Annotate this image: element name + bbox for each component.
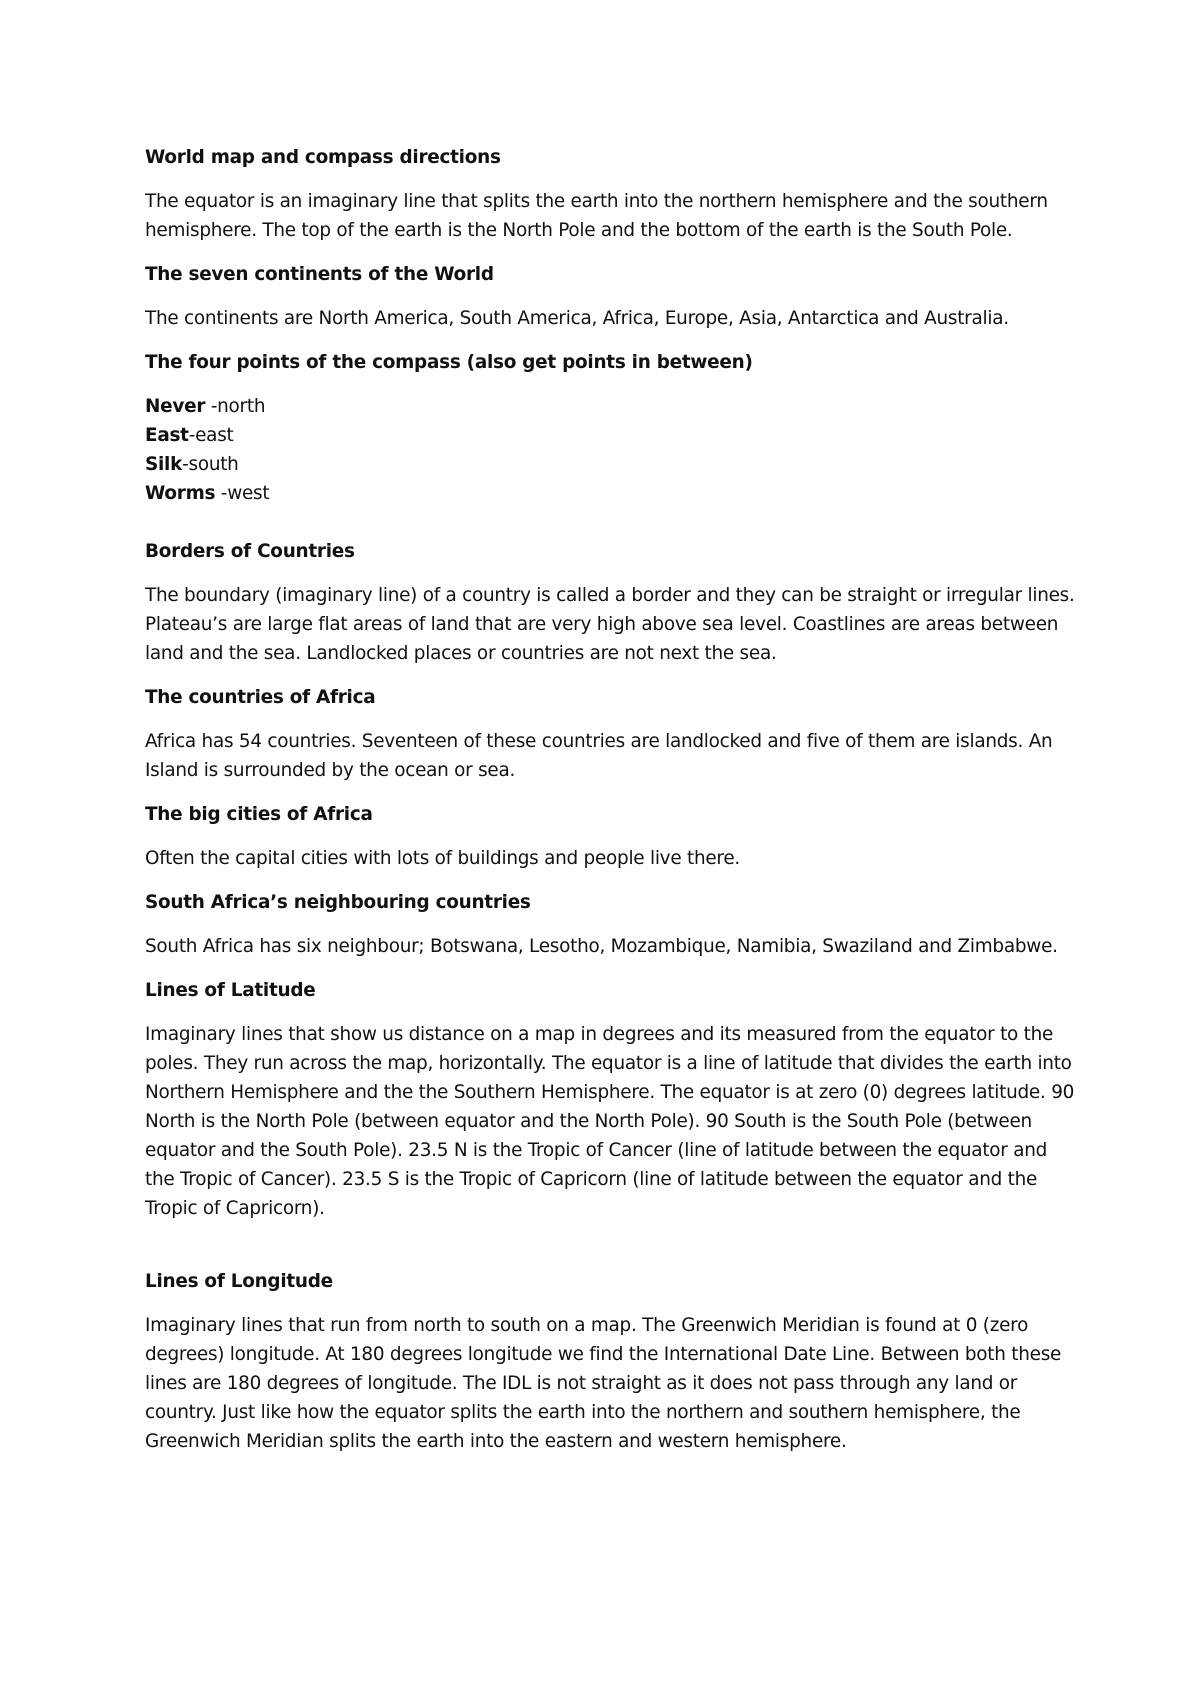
section-heading-big-cities: The big cities of Africa (145, 804, 373, 825)
section-text-borders: The boundary (imaginary line) of a country is called a border and they can be straight or irregular lines. Plateau’s are large flat areas of land that are very high above sea level. Coastlines are areas between land and the sea. Landlocked places or countries are not next the sea. (145, 585, 1075, 664)
direction-label: east (195, 425, 234, 446)
mnemonic-separator: - (188, 425, 196, 446)
compass-item-west (145, 479, 1075, 508)
section-text-world-map: The equator is an imaginary line that splits the earth into the northern hemisphere and the southern hemisphere. The top of the earth is the North Pole and the bottom of the earth is the South Pole. (145, 191, 1048, 241)
mnemonic-separator: - (215, 483, 228, 504)
mnemonic-separator: - (182, 454, 189, 475)
compass-mnemonic-list (145, 392, 1075, 508)
section-text-longitude: Imaginary lines that run from north to south on a map. The Greenwich Meridian is found at 0 (zero degrees) longitude. At 180 degrees longitude we find the International Date Line. Between both these lines are 180 degrees of longitude. The IDL is not straight as it does not pass through any land or country. Just like how the equator splits the earth into the northern and southern hemisphere, the Greenwich Meridian splits the earth into the eastern and western hemisphere. (145, 1315, 1062, 1452)
section-heading-africa-countries: The countries of Africa (145, 687, 376, 708)
mnemonic-word: Worms (145, 483, 216, 504)
section-heading-compass: The four points of the compass (also get points in between) (145, 352, 753, 373)
section-heading-longitude: Lines of Longitude (145, 1271, 333, 1292)
mnemonic-word: East (145, 425, 189, 446)
section-heading-world-map: World map and compass directions (145, 147, 501, 168)
section-heading-continents: The seven continents of the World (145, 264, 494, 285)
section-text-continents: The continents are North America, South America, Africa, Europe, Asia, Antarctica and Australia. (145, 308, 1009, 329)
compass-item-south (145, 450, 1075, 479)
direction-label: south (188, 454, 239, 475)
direction-label: west (227, 483, 270, 504)
section-heading-neighbours: South Africa’s neighbouring countries (145, 892, 531, 913)
section-text-neighbours: South Africa has six neighbour; Botswana, Lesotho, Mozambique, Namibia, Swaziland and Zimbabwe. (145, 936, 1058, 957)
mnemonic-word: Never (145, 396, 206, 417)
compass-item-east (145, 421, 1075, 450)
section-text-africa-countries: Africa has 54 countries. Seventeen of these countries are landlocked and five of them are islands. An Island is surrounded by the ocean or sea. (145, 731, 1053, 781)
mnemonic-separator: - (205, 396, 218, 417)
section-text-big-cities: Often the capital cities with lots of buildings and people live there. (145, 848, 740, 869)
section-heading-borders: Borders of Countries (145, 541, 355, 562)
mnemonic-word: Silk (145, 454, 183, 475)
compass-item-north (145, 392, 1075, 421)
section-text-latitude: Imaginary lines that show us distance on a map in degrees and its measured from the equator to the poles. They run across the map, horizontally. The equator is a line of latitude that divides the earth into Northern Hemisphere and the the Southern Hemisphere. The equator is at zero (0) degrees latitude. 90 North is the North Pole (between equator and the North Pole). 90 South is the South Pole (between equator and the South Pole). 23.5 N is the Tropic of Cancer (line of latitude between the equator and the Tropic of Cancer). 23.5 S is the Tropic of Capricorn (line of latitude between the equator and the Tropic of Capricorn). (145, 1024, 1075, 1219)
document-body (145, 143, 1075, 1471)
section-heading-latitude: Lines of Latitude (145, 980, 316, 1001)
direction-label: north (217, 396, 266, 417)
